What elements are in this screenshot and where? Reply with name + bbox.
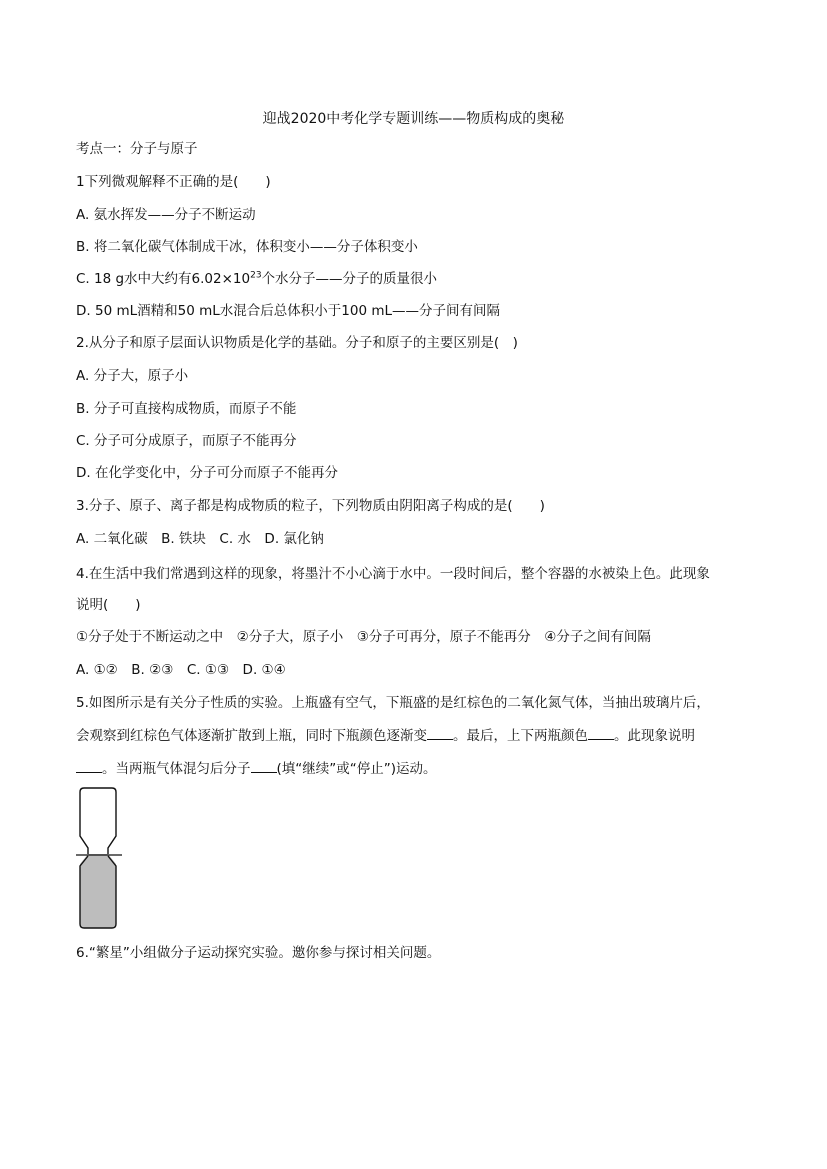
q5-line2-part1: 会观察到红棕色气体逐渐扩散到上瓶，同时下瓶颜色逐渐变 [76,728,427,744]
q1-option-a: A. 氨水挥发——分子不断运动 [76,207,256,223]
q1-option-d: D. 50 mL酒精和50 mL水混合后总体积小于100 mL——分子间有间隔 [76,303,500,319]
q4-stem-line2: 说明( ) [76,597,141,613]
page-title: 迎战2020中考化学专题训练——物质构成的奥秘 [262,111,565,127]
q4-statements: ①分子处于不断运动之中 ②分子大，原子小 ③分子可再分，原子不能再分 ④分子之间有间隔 [76,629,651,645]
lower-bottle-gas [80,854,116,928]
q5-line2-part2: 。最后，上下两瓶颜色 [453,728,588,744]
q5-line3 [76,760,437,778]
q2-stem: 2.从分子和原子层面认识物质是化学的基础。分子和原子的主要区别是( ) [76,335,518,351]
q2-option-d: D. 在化学变化中，分子可分而原子不能再分 [76,465,338,481]
upper-bottle-right-wall [108,788,116,854]
answer-blank [588,727,614,740]
q5-line3-part2: (填“继续”或“停止”)运动。 [276,761,437,777]
q5-line1: 5.如图所示是有关分子性质的实验。上瓶盛有空气，下瓶盛的是红棕色的二氧化氮气体，当抽出玻璃片后， [76,695,710,711]
q1-stem: 1下列微观解释不正确的是( ) [76,174,271,190]
q3-stem: 3.分子、原子、离子都是构成物质的粒子，下列物质由阴阳离子构成的是( ) [76,498,545,514]
gas-bottles-figure [72,784,132,934]
answer-blank [251,760,277,773]
gas-bottles-diagram [72,784,132,934]
q2-option-c: C. 分子可分成原子，而原子不能再分 [76,433,297,449]
q4-options: A. ①② B. ②③ C. ①③ D. ①④ [76,662,286,678]
q2-option-a: A. 分子大，原子小 [76,368,189,384]
q6-stem: 6.“繁星”小组做分子运动探究实验。邀你参与探讨相关问题。 [76,945,441,961]
q3-options: A. 二氧化碳 B. 铁块 C. 水 D. 氯化钠 [76,531,324,547]
q2-option-b: B. 分子可直接构成物质，而原子不能 [76,401,297,417]
answer-blank [76,760,102,773]
q1-option-c-tail: 个水分子——分子的质量很小 [261,271,438,287]
q5-line2 [76,727,695,745]
q5-line2-part3: 。此现象说明 [614,728,695,744]
q5-line3-part1: 。当两瓶气体混匀后分子 [102,761,251,777]
q1-option-c-exponent: 23 [250,270,262,281]
section-heading: 考点一：分子与原子 [76,141,198,157]
upper-bottle-left-wall [80,788,88,854]
q1-option-c-text: C. 18 g水中大约有6.02×10 [76,271,251,287]
answer-blank [427,727,453,740]
q4-stem-line1: 4.在生活中我们常遇到这样的现象，将墨汁不小心滴于水中。一段时间后，整个容器的水被染上色。此现象 [76,566,710,582]
q1-option-c [76,270,437,288]
q1-option-b: B. 将二氧化碳气体制成干冰，体积变小——分子体积变小 [76,239,418,255]
